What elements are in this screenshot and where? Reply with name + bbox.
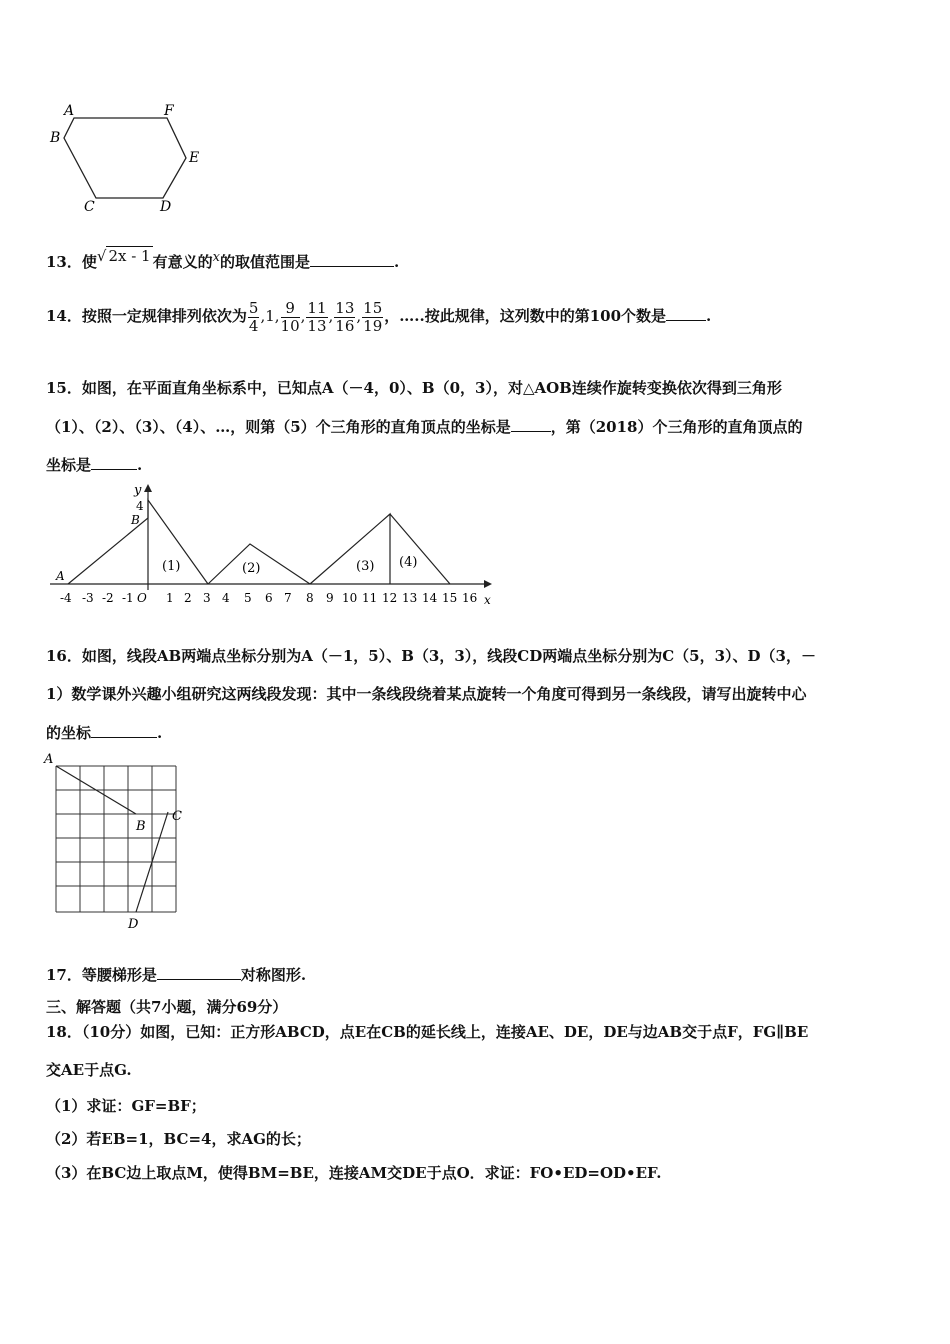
q13-post: 的取值范围是 [219, 253, 310, 271]
y-tick-4: 4 [136, 499, 144, 513]
x-tick: -3 [82, 591, 94, 605]
question-18-line-1: 18．（10分）如图，已知：正方形ABCD，点E在CB的延长线上，连接AE、DE，DE与边AB交于点F，FG∥BE [46, 1023, 809, 1041]
q14-pre: 按照一定规律排列依次为 [81, 307, 247, 325]
triangle-label-4: (4) [399, 555, 418, 570]
frac-denominator: 16 [335, 316, 355, 335]
y-axis-label: y [134, 483, 142, 498]
q13-mid: 有意义的 [152, 253, 213, 271]
q17-number: 17． [46, 966, 82, 984]
question-16-line-2: 1）数学课外兴趣小组研究这两线段发现：其中一条线段绕着某点旋转一个角度可得到另一条线段，请写出旋转中心 [46, 685, 807, 703]
x-tick: 4 [222, 591, 230, 605]
hexagon-shape [64, 118, 186, 198]
x-tick: 10 [342, 591, 358, 605]
question-18-line-2: 交AE于点G. [46, 1061, 132, 1079]
x-tick: 12 [382, 591, 398, 605]
q15-line3: 坐标是 [46, 456, 92, 474]
x-axis-label: x [484, 593, 491, 607]
q17-answer-blank [157, 964, 241, 980]
grid-label-c: C [172, 809, 182, 824]
x-tick: 14 [422, 591, 438, 605]
q14-answer-blank [666, 305, 706, 321]
frac-numerator: 15 [363, 298, 383, 317]
triangle-label-2: (2) [242, 561, 261, 576]
q13-answer-blank [310, 251, 394, 267]
q14-post: ，…..按此规律，这列数中的第100个数是 [384, 307, 667, 325]
frac-denominator: 13 [307, 316, 327, 335]
y-tick-b: B [131, 513, 140, 527]
q15-line2b: ，第（2018）个三角形的直角顶点的 [550, 418, 803, 436]
x-tick: 11 [362, 591, 378, 605]
q15-answer-blank-1 [511, 416, 551, 432]
question-18-part-1: （1）求证：GF=BF； [46, 1097, 206, 1115]
q14-number: 14． [46, 307, 82, 325]
triangle-label-3: (3) [356, 559, 375, 574]
hexagon-label-c: C [84, 199, 95, 215]
x-tick: 8 [306, 591, 314, 605]
frac-numerator: 13 [335, 298, 355, 317]
q17-pre: 等腰梯形是 [81, 966, 157, 984]
q14-end: . [706, 307, 712, 325]
x-tick-labels [60, 591, 477, 605]
q14-one: 1 [265, 307, 275, 325]
frac-numerator: 5 [248, 298, 259, 317]
hexagon-label-a: A [64, 103, 75, 119]
frac-denominator: 4 [248, 316, 259, 335]
grid-label-a: A [44, 752, 54, 767]
point-a-label: A [56, 569, 65, 583]
question-16-line-1: 16．如图，线段AB两端点坐标分别为A（－1，5）、B（3，3），线段CD两端点坐标分别为C（5，3）、D（3，－ [46, 647, 816, 665]
question-16-line-3 [46, 722, 162, 743]
question-15-line-2 [46, 416, 802, 437]
q13-var: x [212, 250, 220, 265]
x-tick: 16 [462, 591, 478, 605]
q14-frac-4 [334, 300, 355, 335]
q14-frac-3 [306, 300, 327, 335]
x-tick: 13 [402, 591, 418, 605]
hexagon-label-f: F [164, 103, 174, 119]
question-13 [46, 246, 399, 272]
grid-lines [56, 766, 176, 912]
q16-line3: 的坐标 [46, 724, 92, 742]
x-tick-origin: O [137, 591, 147, 605]
frac-numerator: 11 [307, 298, 327, 317]
frac-denominator: 10 [280, 316, 300, 335]
q15-end: . [137, 456, 143, 474]
x-tick: 7 [284, 591, 292, 605]
q14-frac-1 [248, 300, 260, 335]
hexagon-label-e: E [189, 150, 200, 166]
x-tick: -4 [60, 591, 72, 605]
hexagon-label-d: D [160, 199, 172, 215]
q13-number: 13． [46, 253, 82, 271]
question-18-part-3: （3）在BC边上取点M，使得BM=BE，连接AM交DE于点O．求证：FO•ED=OD•EF. [46, 1164, 662, 1182]
triangle-3 [310, 514, 390, 584]
q17-post: 对称图形. [240, 966, 307, 984]
x-tick: 2 [184, 591, 192, 605]
triangle-4 [390, 514, 450, 584]
x-tick: 15 [442, 591, 458, 605]
question-17 [46, 964, 306, 985]
question-15-line-1: 15．如图，在平面直角坐标系中，已知点A（－4，0）、B（0，3），对△AOB连续作旋转变换依次得到三角形 [46, 379, 782, 397]
q13-sqrt: √ 2x - 1 [96, 247, 151, 265]
frac-numerator: 9 [281, 300, 300, 318]
x-tick: 6 [265, 591, 273, 605]
q14-frac-5 [362, 300, 383, 335]
q15-answer-blank-2 [91, 454, 137, 470]
x-tick: -2 [102, 591, 114, 605]
y-axis-arrow [144, 484, 152, 492]
x-tick: -1 [122, 591, 134, 605]
x-axis-arrow [484, 580, 492, 588]
q14-frac-2 [281, 300, 300, 335]
hexagon-figure [40, 100, 240, 220]
question-18-part-2: （2）若EB=1，BC=4，求AG的长； [46, 1130, 311, 1148]
q16-end: . [157, 724, 163, 742]
q13-pre: 使 [81, 253, 97, 271]
q13-end: . [393, 253, 400, 271]
x-tick: 1 [166, 591, 174, 605]
x-tick: 5 [244, 591, 252, 605]
grid-figure [42, 748, 202, 933]
q15-line2a: （1）、（2）、（3）、（4）、…，则第（5）个三角形的直角顶点的坐标是 [46, 418, 511, 436]
x-tick: 9 [326, 591, 334, 605]
section-3-heading: 三、解答题（共7小题，满分69分） [46, 998, 288, 1016]
rotation-graph [44, 482, 494, 612]
q16-answer-blank [91, 722, 157, 738]
x-tick: 3 [203, 591, 211, 605]
grid-label-b: B [136, 819, 146, 834]
triangle-label-1: (1) [162, 559, 181, 574]
question-14: 14．按照一定规律排列依次为 $\frac{5}{4}$ ,1, $\frac{9}{10}$ , $\frac{11}{13}$ , $\frac{13}{16}$ , $\frac{15}{19}$ ，…..按此规律，这列数中的第100个数是 . [46, 298, 712, 335]
grid-label-d: D [128, 917, 139, 932]
q13-radicand: 2x - 1 [108, 247, 151, 265]
question-15-line-3 [46, 454, 142, 475]
frac-denominator: 19 [363, 316, 383, 335]
hexagon-label-b: B [50, 130, 61, 146]
